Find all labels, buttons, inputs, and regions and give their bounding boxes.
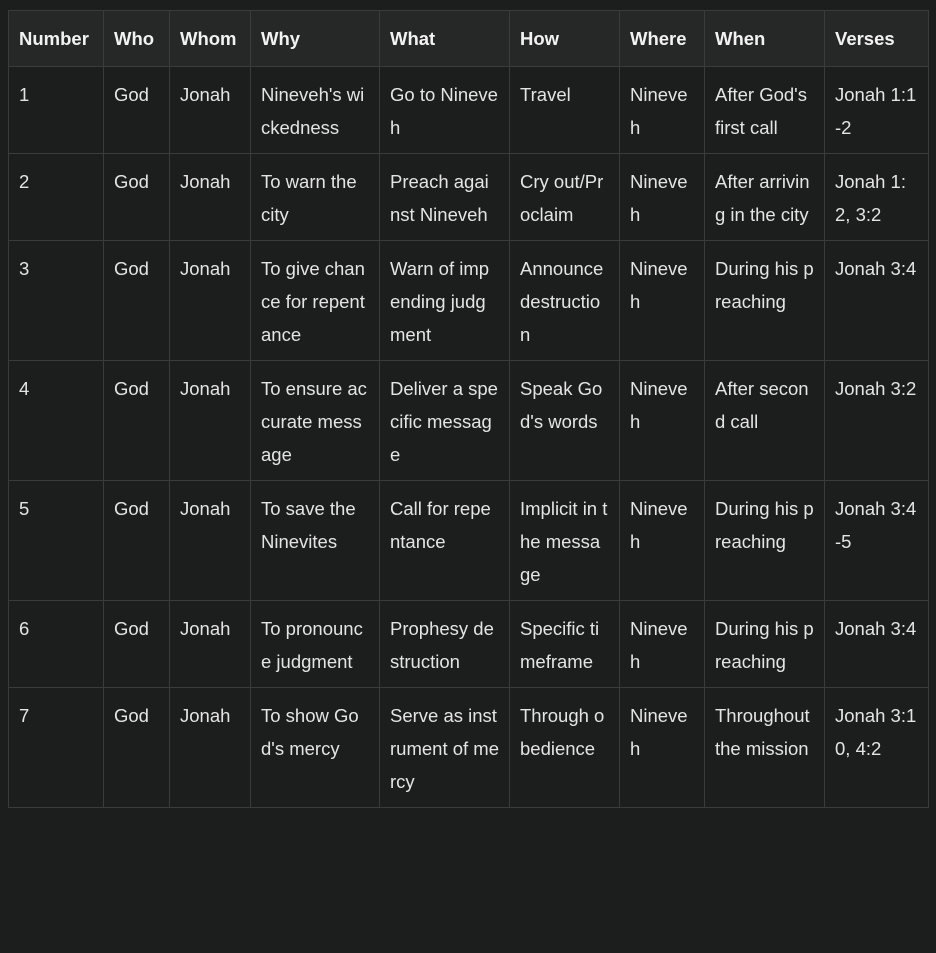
table-row (9, 601, 929, 688)
cell-what: Serve as instrument of mercy (380, 688, 510, 808)
cell-number: 5 (9, 481, 104, 601)
cell-where: Nineveh (620, 154, 705, 241)
cell-how: Announce destruction (510, 241, 620, 361)
cell-whom: Jonah (170, 154, 251, 241)
cell-why: To pronounce judgment (251, 601, 380, 688)
cell-when: During his preaching (705, 481, 825, 601)
table-body (9, 67, 929, 808)
cell-whom: Jonah (170, 67, 251, 154)
cell-when: After second call (705, 361, 825, 481)
cell-verses: Jonah 1:2, 3:2 (825, 154, 929, 241)
cell-whom: Jonah (170, 241, 251, 361)
cell-number: 6 (9, 601, 104, 688)
cell-how: Through obedience (510, 688, 620, 808)
cell-when: During his preaching (705, 241, 825, 361)
cell-number: 3 (9, 241, 104, 361)
cell-whom: Jonah (170, 601, 251, 688)
table-header (9, 11, 929, 67)
header-how: How (510, 11, 620, 67)
cell-how: Travel (510, 67, 620, 154)
cell-who: God (104, 688, 170, 808)
header-what: What (380, 11, 510, 67)
header-when: When (705, 11, 825, 67)
cell-who: God (104, 241, 170, 361)
cell-verses: Jonah 3:2 (825, 361, 929, 481)
header-verses: Verses (825, 11, 929, 67)
cell-why: To save the Ninevites (251, 481, 380, 601)
cell-when: After arriving in the city (705, 154, 825, 241)
cell-who: God (104, 154, 170, 241)
cell-who: God (104, 601, 170, 688)
cell-why: To warn the city (251, 154, 380, 241)
header-whom: Whom (170, 11, 251, 67)
table-row (9, 241, 929, 361)
cell-what: Deliver a specific message (380, 361, 510, 481)
cell-what: Call for repentance (380, 481, 510, 601)
cell-when: After God's first call (705, 67, 825, 154)
cell-how: Specific timeframe (510, 601, 620, 688)
cell-what: Preach against Nineveh (380, 154, 510, 241)
cell-whom: Jonah (170, 481, 251, 601)
cell-verses: Jonah 3:4 (825, 241, 929, 361)
header-number: Number (9, 11, 104, 67)
cell-where: Nineveh (620, 688, 705, 808)
table-row (9, 481, 929, 601)
cell-how: Cry out/Proclaim (510, 154, 620, 241)
cell-what: Warn of impending judgment (380, 241, 510, 361)
table-row (9, 361, 929, 481)
cell-number: 2 (9, 154, 104, 241)
cell-number: 4 (9, 361, 104, 481)
data-table-container (8, 10, 928, 808)
header-why: Why (251, 11, 380, 67)
cell-number: 7 (9, 688, 104, 808)
cell-where: Nineveh (620, 361, 705, 481)
header-who: Who (104, 11, 170, 67)
cell-why: To give chance for repentance (251, 241, 380, 361)
cell-where: Nineveh (620, 601, 705, 688)
five-w-table (8, 10, 929, 808)
cell-verses: Jonah 3:10, 4:2 (825, 688, 929, 808)
table-row (9, 688, 929, 808)
cell-where: Nineveh (620, 481, 705, 601)
cell-what: Go to Nineveh (380, 67, 510, 154)
header-row (9, 11, 929, 67)
cell-where: Nineveh (620, 241, 705, 361)
cell-how: Implicit in the message (510, 481, 620, 601)
cell-verses: Jonah 1:1-2 (825, 67, 929, 154)
cell-whom: Jonah (170, 361, 251, 481)
cell-whom: Jonah (170, 688, 251, 808)
cell-verses: Jonah 3:4-5 (825, 481, 929, 601)
table-row (9, 67, 929, 154)
cell-where: Nineveh (620, 67, 705, 154)
cell-who: God (104, 361, 170, 481)
cell-when: Throughout the mission (705, 688, 825, 808)
cell-who: God (104, 67, 170, 154)
cell-verses: Jonah 3:4 (825, 601, 929, 688)
cell-when: During his preaching (705, 601, 825, 688)
cell-why: To ensure accurate message (251, 361, 380, 481)
cell-how: Speak God's words (510, 361, 620, 481)
cell-why: Nineveh's wickedness (251, 67, 380, 154)
cell-number: 1 (9, 67, 104, 154)
cell-what: Prophesy destruction (380, 601, 510, 688)
header-where: Where (620, 11, 705, 67)
cell-who: God (104, 481, 170, 601)
cell-why: To show God's mercy (251, 688, 380, 808)
table-row (9, 154, 929, 241)
